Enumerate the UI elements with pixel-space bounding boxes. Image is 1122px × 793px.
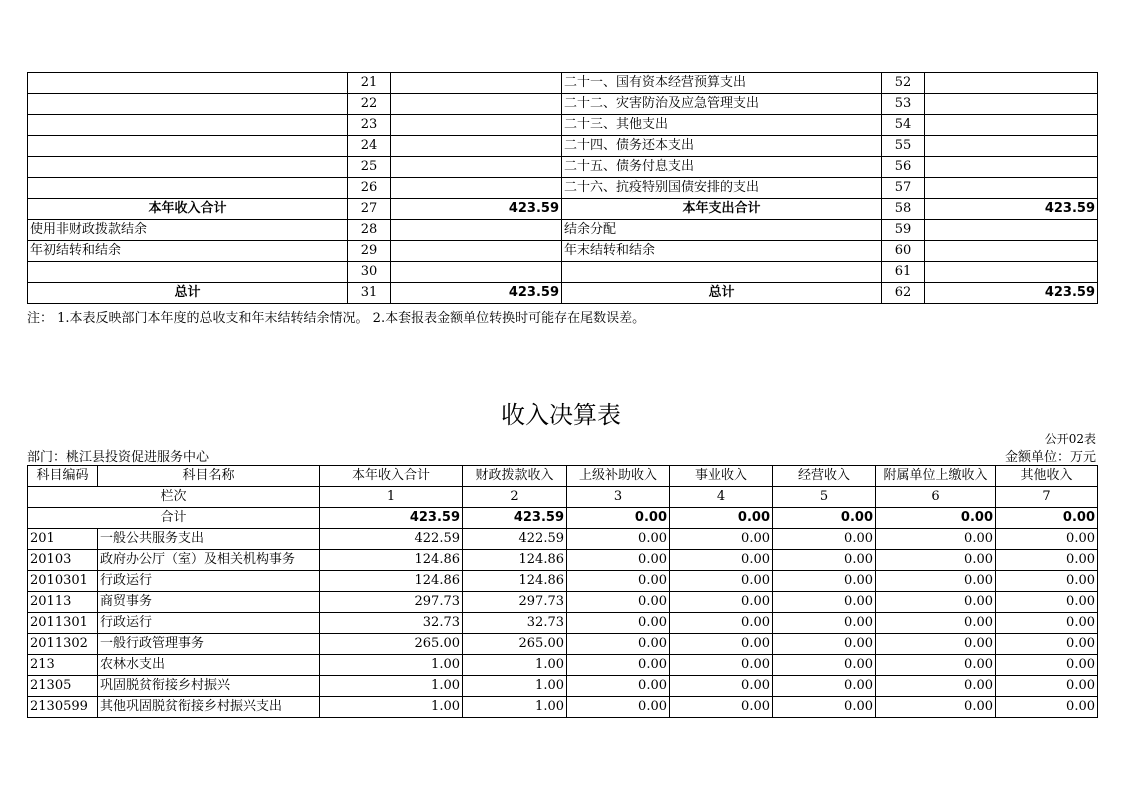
row-number: 22 bbox=[348, 94, 391, 115]
column-index: 1 bbox=[320, 487, 463, 508]
expense-amount bbox=[925, 178, 1098, 199]
amount-cell: 0.00 bbox=[996, 571, 1098, 592]
subject-code: 2011301 bbox=[28, 613, 98, 634]
table-row bbox=[28, 613, 1098, 634]
row-number: 25 bbox=[348, 157, 391, 178]
amount-cell: 0.00 bbox=[773, 697, 876, 718]
subject-name: 巩固脱贫衔接乡村振兴 bbox=[98, 676, 320, 697]
table-row bbox=[28, 115, 1098, 136]
column-header: 财政拨款收入 bbox=[463, 466, 567, 487]
subject-name: 行政运行 bbox=[98, 613, 320, 634]
form-number: 公开02表 bbox=[1044, 432, 1096, 446]
subject-code: 21305 bbox=[28, 676, 98, 697]
amount-cell: 124.86 bbox=[320, 571, 463, 592]
amount-cell: 0.00 bbox=[670, 529, 773, 550]
amount-cell: 124.86 bbox=[463, 571, 567, 592]
expense-amount bbox=[925, 262, 1098, 283]
row-number: 56 bbox=[882, 157, 925, 178]
subject-code: 20103 bbox=[28, 550, 98, 571]
row-number: 52 bbox=[882, 73, 925, 94]
amount-cell: 422.59 bbox=[320, 529, 463, 550]
row-number: 27 bbox=[348, 199, 391, 220]
amount-cell: 0.00 bbox=[876, 592, 996, 613]
expense-amount bbox=[925, 241, 1098, 262]
column-index: 4 bbox=[670, 487, 773, 508]
amount-cell: 422.59 bbox=[463, 529, 567, 550]
column-header: 经营收入 bbox=[773, 466, 876, 487]
income-amount: 423.59 bbox=[391, 283, 562, 304]
expense-amount bbox=[925, 220, 1098, 241]
amount-cell: 0.00 bbox=[996, 676, 1098, 697]
income-item-label bbox=[28, 94, 348, 115]
income-amount: 423.59 bbox=[391, 199, 562, 220]
amount-cell: 124.86 bbox=[320, 550, 463, 571]
amount-cell: 0.00 bbox=[670, 697, 773, 718]
column-header: 附属单位上缴收入 bbox=[876, 466, 996, 487]
income-amount bbox=[391, 136, 562, 157]
row-number: 53 bbox=[882, 94, 925, 115]
amount-cell: 1.00 bbox=[320, 697, 463, 718]
table-row bbox=[28, 634, 1098, 655]
amount-cell: 0.00 bbox=[567, 676, 670, 697]
expense-amount bbox=[925, 136, 1098, 157]
amount-cell: 0.00 bbox=[773, 550, 876, 571]
amount-cell: 0.00 bbox=[996, 634, 1098, 655]
row-number: 28 bbox=[348, 220, 391, 241]
amount-cell: 0.00 bbox=[876, 613, 996, 634]
row-number: 21 bbox=[348, 73, 391, 94]
row-number: 31 bbox=[348, 283, 391, 304]
amount-cell: 0.00 bbox=[996, 550, 1098, 571]
amount-cell: 0.00 bbox=[567, 634, 670, 655]
total-row bbox=[28, 508, 1098, 529]
amount-cell: 0.00 bbox=[670, 550, 773, 571]
expense-item-label: 二十四、债务还本支出 bbox=[562, 136, 882, 157]
subject-code: 2010301 bbox=[28, 571, 98, 592]
column-header: 科目名称 bbox=[98, 466, 320, 487]
total-value: 0.00 bbox=[773, 508, 876, 529]
table-row bbox=[28, 529, 1098, 550]
income-item-label bbox=[28, 157, 348, 178]
amount-cell: 0.00 bbox=[996, 613, 1098, 634]
amount-cell: 0.00 bbox=[670, 592, 773, 613]
income-amount bbox=[391, 220, 562, 241]
income-item-label: 本年收入合计 bbox=[28, 199, 348, 220]
income-amount bbox=[391, 94, 562, 115]
column-index-label: 栏次 bbox=[28, 487, 320, 508]
total-value: 0.00 bbox=[567, 508, 670, 529]
column-index: 3 bbox=[567, 487, 670, 508]
amount-cell: 0.00 bbox=[773, 613, 876, 634]
row-number: 30 bbox=[348, 262, 391, 283]
column-index-row bbox=[28, 487, 1098, 508]
expense-item-label: 年末结转和结余 bbox=[562, 241, 882, 262]
amount-cell: 0.00 bbox=[670, 676, 773, 697]
expense-amount bbox=[925, 115, 1098, 136]
income-table bbox=[27, 465, 1098, 718]
amount-cell: 0.00 bbox=[876, 571, 996, 592]
table-row bbox=[28, 178, 1098, 199]
income-amount bbox=[391, 157, 562, 178]
table-row bbox=[28, 697, 1098, 718]
department-label: 部门：桃江县投资促进服务中心 bbox=[27, 450, 210, 465]
amount-cell: 0.00 bbox=[567, 571, 670, 592]
income-item-label bbox=[28, 178, 348, 199]
table-row bbox=[28, 676, 1098, 697]
income-item-label: 年初结转和结余 bbox=[28, 241, 348, 262]
amount-cell: 0.00 bbox=[567, 697, 670, 718]
amount-cell: 297.73 bbox=[463, 592, 567, 613]
column-index: 7 bbox=[996, 487, 1098, 508]
amount-cell: 0.00 bbox=[996, 592, 1098, 613]
amount-cell: 0.00 bbox=[773, 634, 876, 655]
subject-code: 20113 bbox=[28, 592, 98, 613]
amount-cell: 0.00 bbox=[670, 655, 773, 676]
table-row bbox=[28, 73, 1098, 94]
total-value: 0.00 bbox=[670, 508, 773, 529]
footnote: 注： 1.本表反映部门本年度的总收支和年末结转结余情况。 2.本套报表金额单位转换时可能存在尾数误差。 bbox=[27, 311, 646, 326]
amount-cell: 32.73 bbox=[463, 613, 567, 634]
column-header: 其他收入 bbox=[996, 466, 1098, 487]
amount-cell: 265.00 bbox=[463, 634, 567, 655]
table-row bbox=[28, 136, 1098, 157]
total-value: 423.59 bbox=[320, 508, 463, 529]
expense-amount: 423.59 bbox=[925, 199, 1098, 220]
income-amount bbox=[391, 241, 562, 262]
subject-name: 其他巩固脱贫衔接乡村振兴支出 bbox=[98, 697, 320, 718]
amount-cell: 0.00 bbox=[567, 550, 670, 571]
table-row bbox=[28, 283, 1098, 304]
table-row bbox=[28, 241, 1098, 262]
amount-cell: 0.00 bbox=[773, 655, 876, 676]
subject-code: 201 bbox=[28, 529, 98, 550]
amount-cell: 265.00 bbox=[320, 634, 463, 655]
subject-name: 商贸事务 bbox=[98, 592, 320, 613]
income-item-label bbox=[28, 262, 348, 283]
row-number: 55 bbox=[882, 136, 925, 157]
total-value: 0.00 bbox=[876, 508, 996, 529]
table-row bbox=[28, 199, 1098, 220]
amount-cell: 0.00 bbox=[567, 529, 670, 550]
table-row bbox=[28, 571, 1098, 592]
row-number: 54 bbox=[882, 115, 925, 136]
amount-cell: 0.00 bbox=[876, 529, 996, 550]
amount-cell: 0.00 bbox=[567, 655, 670, 676]
table-row bbox=[28, 550, 1098, 571]
amount-cell: 32.73 bbox=[320, 613, 463, 634]
subject-name: 行政运行 bbox=[98, 571, 320, 592]
income-item-label bbox=[28, 136, 348, 157]
table-row bbox=[28, 655, 1098, 676]
subject-name: 政府办公厅（室）及相关机构事务 bbox=[98, 550, 320, 571]
total-value: 423.59 bbox=[463, 508, 567, 529]
table-row bbox=[28, 220, 1098, 241]
expense-item-label: 总计 bbox=[562, 283, 882, 304]
row-number: 24 bbox=[348, 136, 391, 157]
row-number: 61 bbox=[882, 262, 925, 283]
amount-cell: 1.00 bbox=[463, 676, 567, 697]
amount-cell: 0.00 bbox=[670, 613, 773, 634]
expense-item-label: 二十一、国有资本经营预算支出 bbox=[562, 73, 882, 94]
income-amount bbox=[391, 178, 562, 199]
subject-name: 一般公共服务支出 bbox=[98, 529, 320, 550]
row-number: 57 bbox=[882, 178, 925, 199]
income-item-label bbox=[28, 115, 348, 136]
amount-cell: 0.00 bbox=[876, 550, 996, 571]
amount-cell: 1.00 bbox=[463, 697, 567, 718]
expense-item-label: 二十二、灾害防治及应急管理支出 bbox=[562, 94, 882, 115]
row-number: 62 bbox=[882, 283, 925, 304]
row-number: 26 bbox=[348, 178, 391, 199]
subject-code: 2130599 bbox=[28, 697, 98, 718]
table-row bbox=[28, 262, 1098, 283]
column-header: 上级补助收入 bbox=[567, 466, 670, 487]
page-title: 收入决算表 bbox=[501, 401, 621, 429]
expense-amount bbox=[925, 94, 1098, 115]
income-item-label bbox=[28, 73, 348, 94]
income-amount bbox=[391, 73, 562, 94]
amount-cell: 1.00 bbox=[463, 655, 567, 676]
expense-item-label bbox=[562, 262, 882, 283]
summary-table bbox=[27, 72, 1098, 304]
expense-amount: 423.59 bbox=[925, 283, 1098, 304]
row-number: 29 bbox=[348, 241, 391, 262]
column-header: 事业收入 bbox=[670, 466, 773, 487]
subject-name: 一般行政管理事务 bbox=[98, 634, 320, 655]
amount-cell: 0.00 bbox=[996, 655, 1098, 676]
row-number: 23 bbox=[348, 115, 391, 136]
expense-item-label: 本年支出合计 bbox=[562, 199, 882, 220]
amount-cell: 0.00 bbox=[670, 634, 773, 655]
expense-item-label: 结余分配 bbox=[562, 220, 882, 241]
amount-cell: 124.86 bbox=[463, 550, 567, 571]
subject-name: 农林水支出 bbox=[98, 655, 320, 676]
subject-code: 213 bbox=[28, 655, 98, 676]
subject-code: 2011302 bbox=[28, 634, 98, 655]
amount-cell: 0.00 bbox=[996, 529, 1098, 550]
amount-cell: 0.00 bbox=[876, 634, 996, 655]
amount-cell: 0.00 bbox=[670, 571, 773, 592]
column-header: 科目编码 bbox=[28, 466, 98, 487]
table-row bbox=[28, 157, 1098, 178]
amount-cell: 1.00 bbox=[320, 676, 463, 697]
amount-cell: 0.00 bbox=[773, 571, 876, 592]
column-index: 5 bbox=[773, 487, 876, 508]
expense-amount bbox=[925, 157, 1098, 178]
amount-cell: 0.00 bbox=[567, 592, 670, 613]
income-amount bbox=[391, 262, 562, 283]
expense-amount bbox=[925, 73, 1098, 94]
expense-item-label: 二十六、抗疫特别国债安排的支出 bbox=[562, 178, 882, 199]
header-row bbox=[28, 466, 1098, 487]
table-row bbox=[28, 94, 1098, 115]
income-amount bbox=[391, 115, 562, 136]
amount-cell: 0.00 bbox=[876, 655, 996, 676]
total-label: 合计 bbox=[28, 508, 320, 529]
row-number: 60 bbox=[882, 241, 925, 262]
amount-cell: 0.00 bbox=[996, 697, 1098, 718]
expense-item-label: 二十五、债务付息支出 bbox=[562, 157, 882, 178]
amount-cell: 0.00 bbox=[876, 676, 996, 697]
amount-cell: 297.73 bbox=[320, 592, 463, 613]
total-value: 0.00 bbox=[996, 508, 1098, 529]
amount-cell: 0.00 bbox=[773, 592, 876, 613]
amount-cell: 0.00 bbox=[876, 697, 996, 718]
income-item-label: 使用非财政拨款结余 bbox=[28, 220, 348, 241]
amount-cell: 0.00 bbox=[773, 529, 876, 550]
amount-cell: 1.00 bbox=[320, 655, 463, 676]
amount-cell: 0.00 bbox=[773, 676, 876, 697]
income-item-label: 总计 bbox=[28, 283, 348, 304]
table-row bbox=[28, 592, 1098, 613]
unit-label: 金额单位：万元 bbox=[1004, 450, 1096, 465]
amount-cell: 0.00 bbox=[567, 613, 670, 634]
column-header: 本年收入合计 bbox=[320, 466, 463, 487]
column-index: 6 bbox=[876, 487, 996, 508]
expense-item-label: 二十三、其他支出 bbox=[562, 115, 882, 136]
column-index: 2 bbox=[463, 487, 567, 508]
row-number: 58 bbox=[882, 199, 925, 220]
row-number: 59 bbox=[882, 220, 925, 241]
